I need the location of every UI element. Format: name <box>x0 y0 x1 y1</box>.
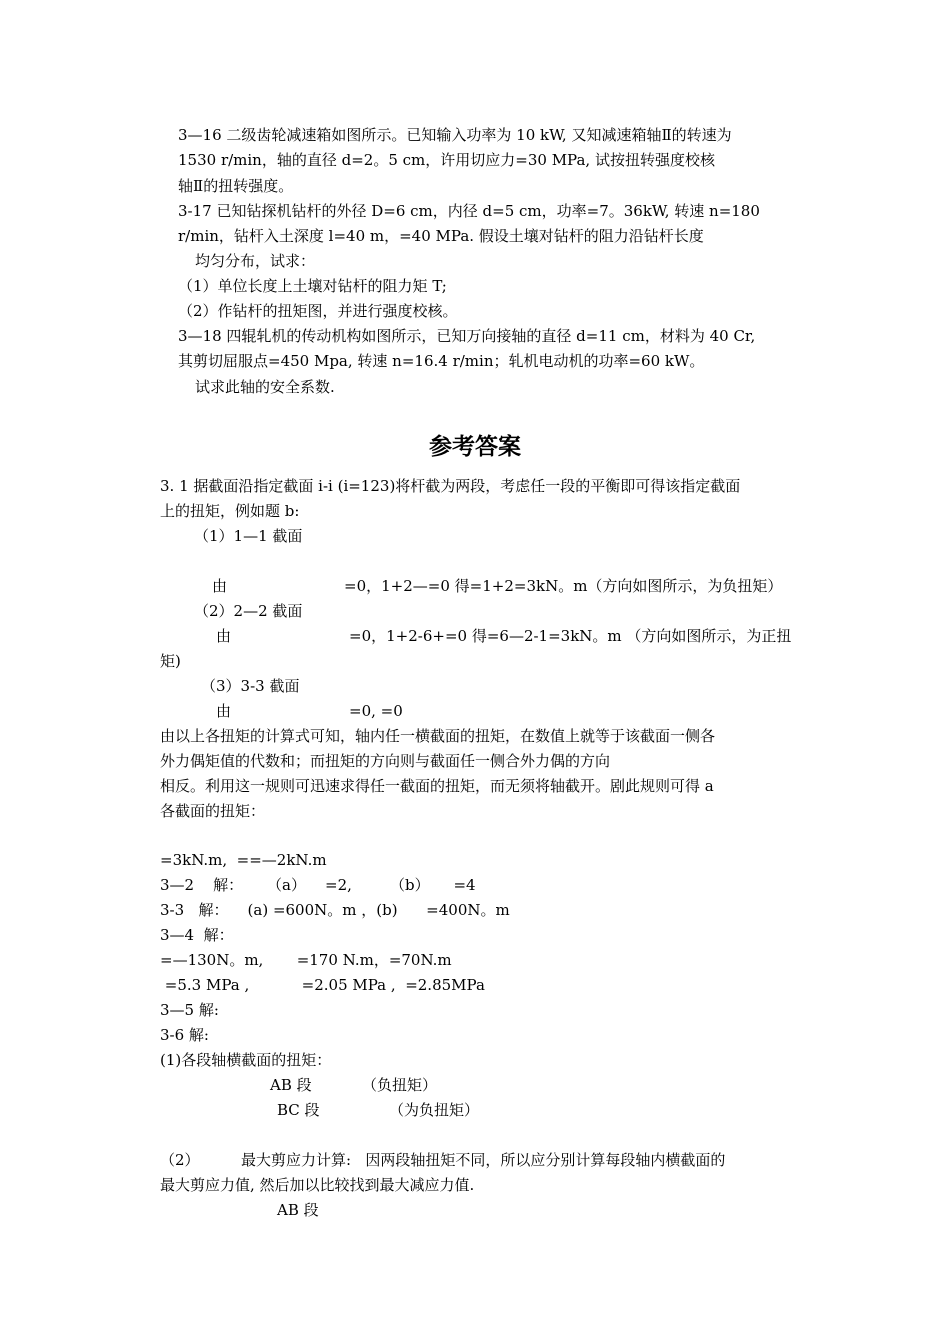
section-1-1-equation: =0，1+2—=0 得=1+2=3kN。m（方向如图所示，为负扭矩） <box>344 577 783 595</box>
answers-heading: 参考答案 <box>429 433 521 460</box>
answer-3-6-step-2-text: 最大剪应力计算: 因两段轴扭矩不同，所以应分别计算每段轴内横截面的 <box>241 1151 726 1169</box>
problem-3-18-line-3: 试求此轴的安全系数. <box>195 378 335 396</box>
problem-3-16-line-1: 3—16 二级齿轮减速箱如图所示。已知输入功率为 10 kW, 又知减速箱轴Ⅱ的转速为 <box>178 126 732 144</box>
segment-bc-note: （为负扭矩） <box>389 1101 480 1119</box>
section-2-2-you: 由 <box>216 627 232 645</box>
rule-line-3: 相反。利用这一规则可迅速求得任一截面的扭矩，而无须将轴截开。剧此规则可得 a <box>160 777 714 795</box>
answer-3-6-step-1: (1)各段轴横截面的扭矩： <box>160 1051 332 1069</box>
rule-line-2: 外力偶矩值的代数和；而扭矩的方向则与截面任一侧合外力偶的方向 <box>160 752 611 770</box>
segment-ab-label: AB 段 <box>270 1076 312 1094</box>
problem-3-17-item-2: （2）作钻杆的扭矩图，并进行强度校核。 <box>178 302 458 320</box>
answer-3-6-label: 3-6 解: <box>160 1026 209 1044</box>
torque-values: =3kN.m, ==—2kN.m <box>160 851 327 869</box>
problem-3-18-line-2: 其剪切屈服点=450 Mpa, 转速 n=16.4 r/min；轧机电动机的功率=60 kW。 <box>178 352 705 370</box>
problem-3-18-line-1: 3—18 四辊轧机的传动机构如图所示，已知万向接轴的直径 d=11 cm，材料为 40 Cr, <box>178 327 756 345</box>
segment-bc-label: BC 段 <box>277 1101 320 1119</box>
problem-3-17-line-1: 3-17 已知钻探机钻杆的外径 D=6 cm，内径 d=5 cm，功率=7。36kW, 转速 n=180 <box>178 202 760 220</box>
section-1-1-label: （1）1—1 截面 <box>194 527 303 545</box>
rule-line-1: 由以上各扭矩的计算式可知，轴内任一横截面的扭矩，在数值上就等于该截面一侧各 <box>160 727 716 745</box>
section-2-2-continued: 矩) <box>160 652 181 670</box>
section-2-2-label: （2）2—2 截面 <box>194 602 303 620</box>
answer-3-6-step-2-number: （2） <box>160 1151 200 1169</box>
problem-3-17-line-3: 均匀分布，试求： <box>195 252 316 270</box>
answer-3-5-label: 3—5 解: <box>160 1001 219 1019</box>
section-3-3-equation: =0, =0 <box>349 702 403 720</box>
answer-3-1-line-1: 3. 1 据截面沿指定截面 i-i (i=123)将杆截为两段，考虑任一段的平衡即可得该指定截面 <box>160 477 741 495</box>
answer-3-1-line-2: 上的扭矩，例如题 b: <box>160 502 300 520</box>
rule-line-4: 各截面的扭矩： <box>160 802 266 820</box>
problem-3-17-line-2: r/min，钻杆入土深度 l=40 m，=40 MPa. 假设土壤对钻杆的阻力沿钻杆长度 <box>178 227 704 245</box>
answer-3-4-torques: =—130N。m, =170 N.m，=70N.m <box>160 951 452 969</box>
section-3-3-you: 由 <box>216 702 232 720</box>
segment-ab-label-2: AB 段 <box>277 1201 319 1219</box>
section-1-1-you: 由 <box>212 577 228 595</box>
answer-3-3: 3-3 解： (a) =600N。m ，(b) =400N。m <box>160 901 510 919</box>
section-3-3-label: （3）3-3 截面 <box>201 677 300 695</box>
segment-ab-note: （负扭矩） <box>362 1076 438 1094</box>
problem-3-16-line-3: 轴Ⅱ的扭转强度。 <box>178 177 294 195</box>
answer-3-2: 3—2 解： （a） =2, （b） =4 <box>160 876 476 894</box>
answer-3-4-label: 3—4 解： <box>160 926 234 944</box>
problem-3-16-line-2: 1530 r/min，轴的直径 d=2。5 cm，许用切应力=30 MPa, 试按扭转强度校核 <box>178 151 715 169</box>
section-2-2-equation: =0，1+2-6+=0 得=6—2-1=3kN。m （方向如图所示，为正扭 <box>349 627 792 645</box>
answer-3-4-stresses: =5.3 MPa , =2.05 MPa , =2.85MPa <box>160 976 485 994</box>
problem-3-17-item-1: （1）单位长度上土壤对钻杆的阻力矩 T; <box>178 277 447 295</box>
answer-3-6-step-2-continued: 最大剪应力值, 然后加以比较找到最大减应力值. <box>160 1176 475 1194</box>
